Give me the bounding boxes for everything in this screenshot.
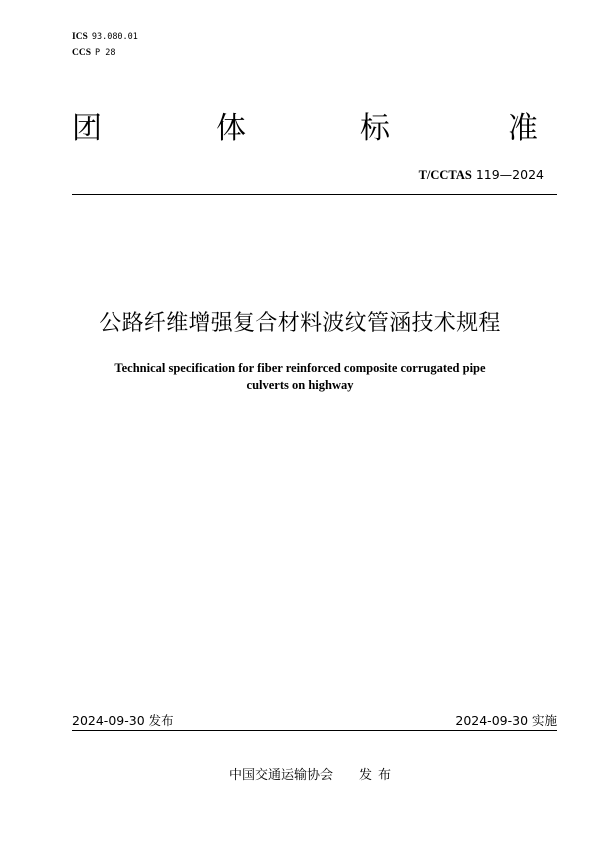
ccs-code: P 28 [95, 48, 116, 58]
ccs-classification [72, 47, 116, 59]
header-divider [72, 194, 557, 195]
ics-label: ICS [72, 32, 88, 42]
document-title-chinese: 公路纤维增强复合材料波纹管涵技术规程 [99, 311, 501, 336]
standard-type-char-3: 标 [360, 111, 390, 146]
ics-classification [72, 31, 138, 43]
standard-type-char-2: 体 [216, 111, 246, 146]
standard-code: 119—2024 [475, 167, 544, 182]
implementation-date: 2024-09-30 实施 [455, 713, 557, 728]
title-english-line-2: culverts on highway [246, 378, 354, 392]
publisher-name: 中国交通运输协会 [229, 768, 334, 783]
standard-prefix: T/CCTAS [418, 168, 472, 182]
ccs-label: CCS [72, 48, 92, 58]
publisher [229, 767, 397, 785]
publisher-action: 发布 [359, 768, 398, 783]
footer-divider [72, 730, 557, 731]
standard-type-char-1: 团 [72, 111, 102, 146]
standard-number [419, 167, 544, 183]
document-title-english [60, 360, 540, 394]
issue-date: 2024-09-30 发布 [72, 713, 174, 728]
ics-code: 93.080.01 [91, 32, 138, 42]
standard-type-char-4: 准 [508, 111, 538, 146]
title-english-line-1: Technical specification for fiber reinforced composite corrugated pipe [114, 361, 486, 375]
